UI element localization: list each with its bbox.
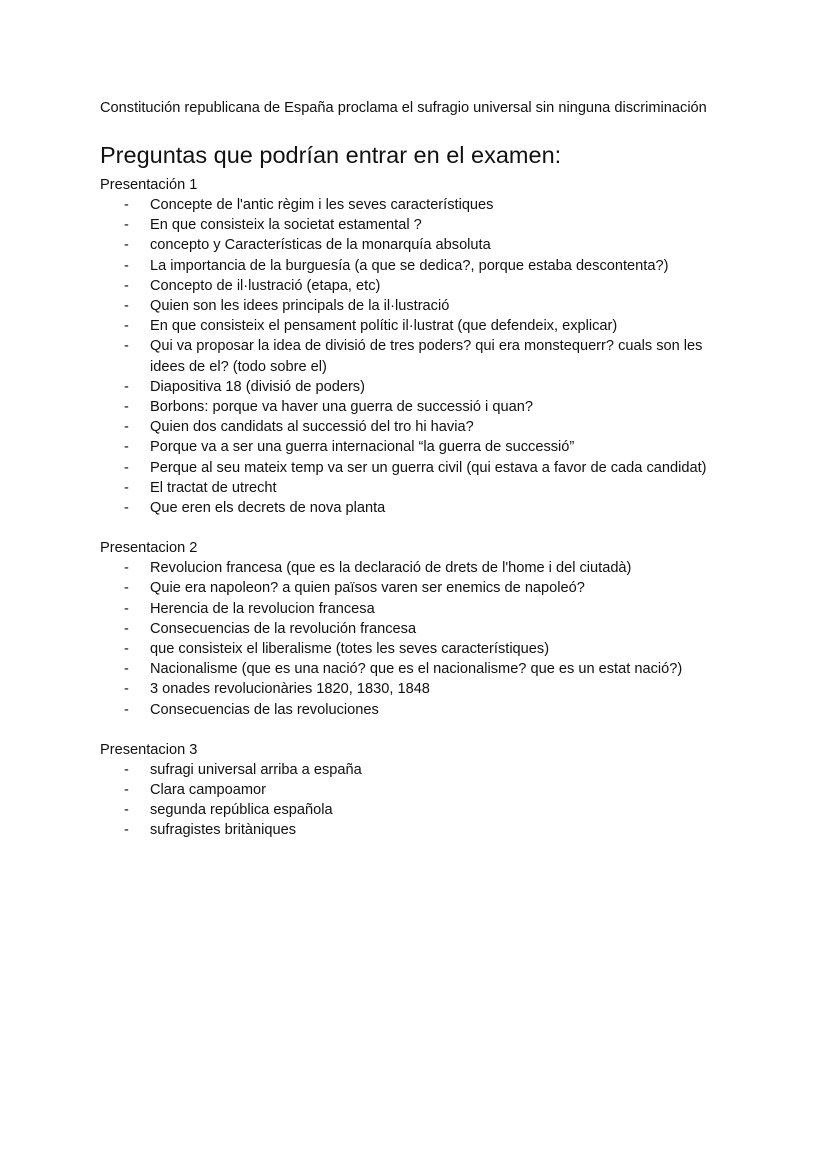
list-item: - Nacionalisme (que es una nació? que es el nacionalisme? que es un estat nació?) [100,659,740,679]
list-item: - segunda república española [100,800,740,820]
section-title: Presentacion 2 [100,540,198,557]
bullet-dash: - [124,620,129,637]
bullet-dash: - [124,500,129,517]
question-list [100,558,740,720]
section-title: Presentacion 3 [100,741,198,758]
bullet-dash: - [124,257,129,274]
list-item: - Consecuencias de las revoluciones [100,700,740,720]
bullet-dash: - [124,600,129,617]
list-item: - Revolucion francesa (que es la declaració de drets de l'home i del ciutadà) [100,558,740,578]
list-item: - sufragi universal arriba a españa [100,760,740,780]
bullet-dash: - [124,419,129,436]
bullet-dash: - [124,338,129,355]
section-presentacion-1 [100,175,740,518]
list-item: - que consisteix el liberalisme (totes les seves característiques) [100,639,740,659]
list-item: - sufragistes britàniques [100,820,740,840]
list-item: - En que consisteix el pensament polític il·lustrat (que defendeix, explicar) [100,316,740,336]
list-item: - Quien son les idees principals de la il·lustració [100,296,740,316]
section-title: Presentación 1 [100,177,198,193]
bullet-dash: - [124,277,129,294]
bullet-dash: - [124,661,129,678]
question-list [100,195,740,518]
bullet-dash: - [124,580,129,597]
bullet-dash: - [124,399,129,416]
list-item: - Perque al seu mateix temp va ser un guerra civil (qui estava a favor de cada candidat) [100,458,740,478]
bullet-dash: - [124,802,129,819]
list-item: - Concepte de l'antic règim i les seves característiques [100,195,740,215]
list-item: - El tractat de utrecht [100,478,740,498]
section-presentacion-2 [100,538,740,720]
list-item: - Quie era napoleon? a quien països varen ser enemics de napoleó? [100,578,740,598]
list-item: - Concepto de il·lustració (etapa, etc) [100,276,740,296]
bullet-dash: - [124,681,129,698]
list-item: - Borbons: porque va haver una guerra de successió i quan? [100,397,740,417]
list-item: - La importancia de la burguesía (a que se dedica?, porque estaba descontenta?) [100,256,740,276]
bullet-dash: - [124,197,129,213]
bullet-dash: - [124,560,129,577]
section-presentacion-3 [100,740,740,841]
list-item: - Clara campoamor [100,780,740,800]
list-item: - Que eren els decrets de nova planta [100,498,740,518]
list-item: - En que consisteix la societat estamental ? [100,215,740,235]
list-item: - 3 onades revolucionàries 1820, 1830, 1848 [100,679,740,699]
bullet-dash: - [124,217,129,234]
bullet-dash: - [124,701,129,718]
list-item: - Qui va proposar la idea de divisió de tres poders? qui era monstequerr? cuals son les idees de el? (todo sobre el) [124,338,703,375]
bullet-dash: - [124,641,129,658]
bullet-dash: - [124,237,129,254]
bullet-dash: - [124,761,129,778]
list-item: - Diapositiva 18 (divisió de poders) [100,377,740,397]
bullet-dash: - [124,822,129,839]
intro-paragraph: Constitución republicana de España proclama el sufragio universal sin ninguna discriminación [100,100,707,116]
bullet-dash: - [124,782,129,799]
page-heading: Preguntas que podrían entrar en el examen: [100,142,562,168]
bullet-dash: - [124,318,129,335]
list-item: - concepto y Características de la monarquía absoluta [100,235,740,255]
bullet-dash: - [124,378,129,395]
document-page [100,98,740,841]
list-item: - Porque va a ser una guerra internacional “la guerra de successió” [100,437,740,457]
list-item: - Consecuencias de la revolución francesa [100,619,740,639]
bullet-dash: - [124,298,129,315]
list-item: - Quien dos candidats al successió del tro hi havia? [100,417,740,437]
bullet-dash: - [124,459,129,476]
question-list [100,760,740,841]
bullet-dash: - [124,439,129,456]
list-item: - Herencia de la revolucion francesa [100,599,740,619]
bullet-dash: - [124,479,129,496]
